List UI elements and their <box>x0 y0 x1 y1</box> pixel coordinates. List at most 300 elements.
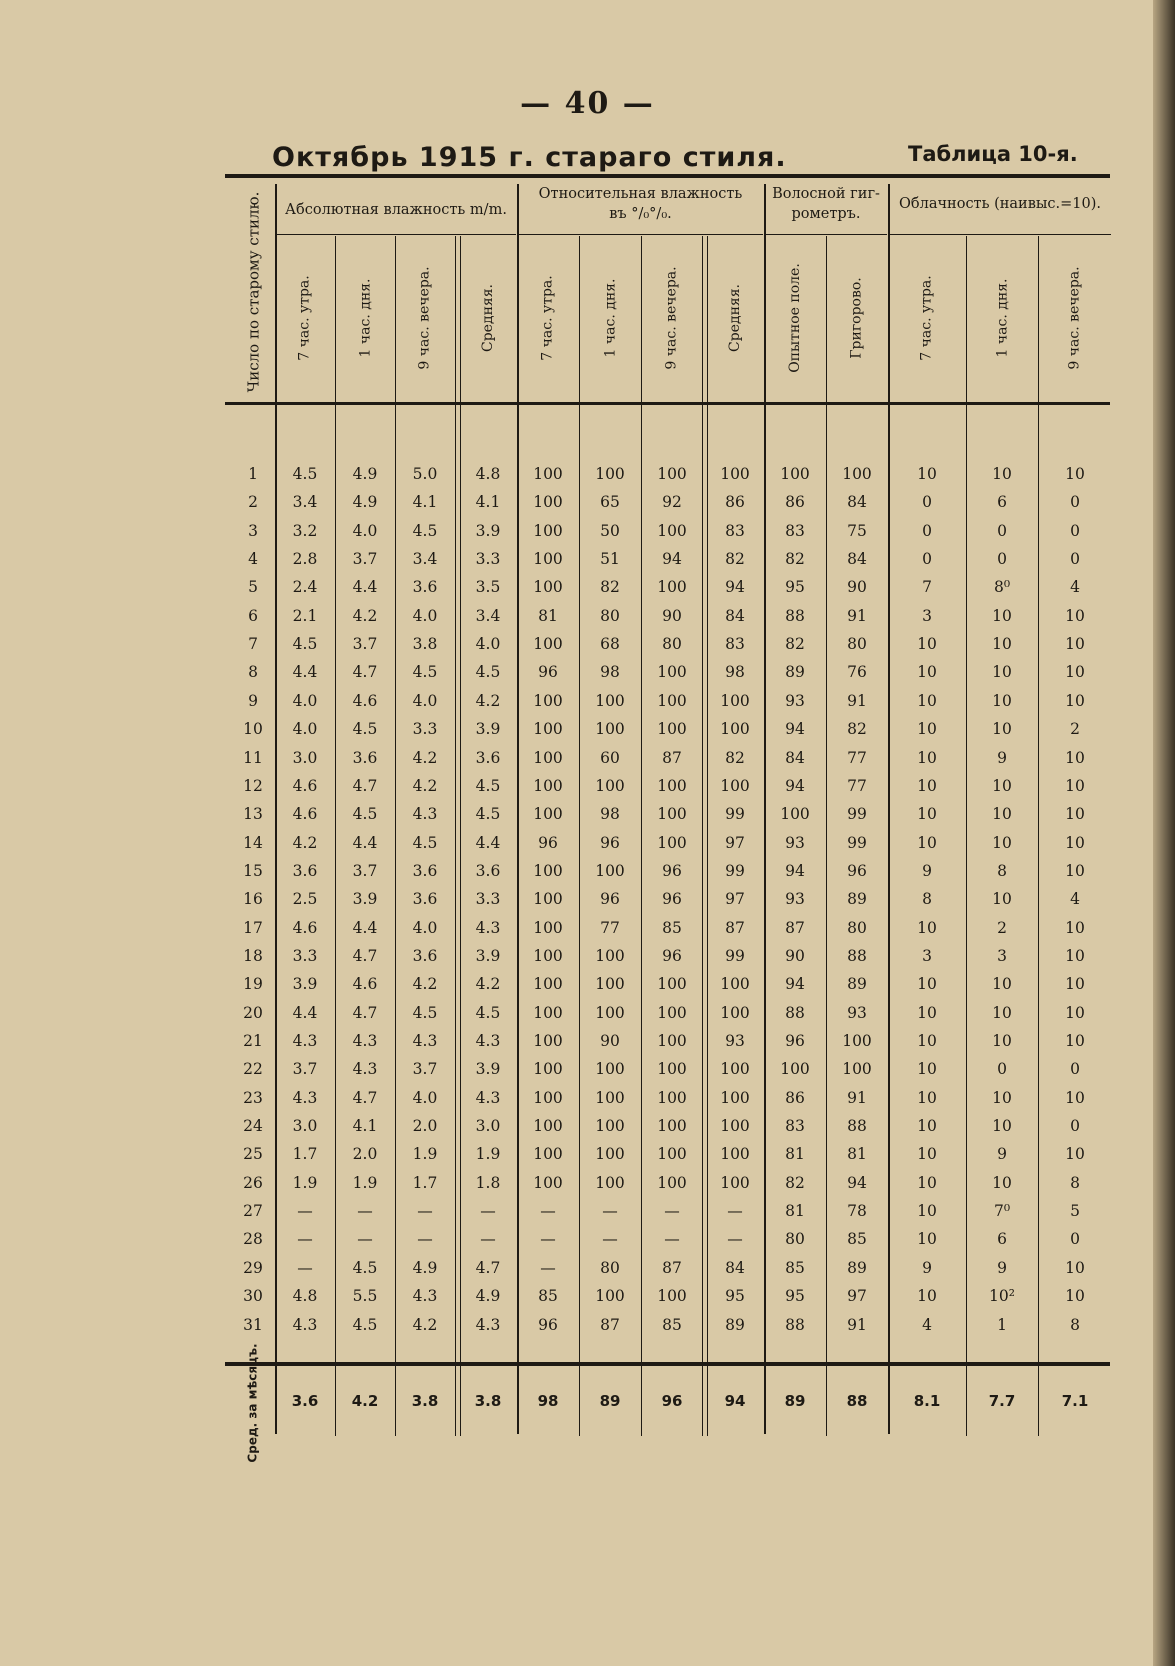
value-cell: 86 <box>785 1088 805 1107</box>
value-cell: 85 <box>662 1315 682 1334</box>
value-cell: 90 <box>662 606 682 625</box>
col-head-rel-9pm <box>642 236 702 400</box>
value-cell: 10 <box>1065 1145 1085 1164</box>
value-cell: 89 <box>847 975 867 994</box>
value-cell: 10 <box>917 691 937 710</box>
value-cell: — <box>540 1202 556 1221</box>
value-cell: 96 <box>847 861 867 880</box>
value-cell: 99 <box>725 805 745 824</box>
col-head-label: 1 час. дня. <box>602 278 618 358</box>
average-cell: 98 <box>537 1392 559 1410</box>
col-head-rel-1pm <box>580 236 640 400</box>
value-cell: 100 <box>533 578 563 597</box>
value-cell: 4 <box>1070 578 1080 597</box>
value-cell: 84 <box>847 493 867 512</box>
value-cell: 90 <box>847 578 867 597</box>
value-cell: 100 <box>533 1060 563 1079</box>
value-cell: 4.6 <box>292 918 318 937</box>
value-cell: 10 <box>917 1230 937 1249</box>
value-cell: 3.6 <box>475 861 501 880</box>
value-cell: 10 <box>917 663 937 682</box>
value-cell: 3.3 <box>412 720 438 739</box>
value-cell: 3.7 <box>352 635 378 654</box>
value-cell: 100 <box>657 805 687 824</box>
day-cell: 18 <box>243 946 263 965</box>
value-cell: 94 <box>785 975 805 994</box>
value-cell: 94 <box>662 550 682 569</box>
table-row <box>0 1254 1175 1282</box>
value-cell: 100 <box>533 861 563 880</box>
col-head-rel-mean <box>707 236 763 400</box>
average-cell: 3.8 <box>474 1392 502 1410</box>
value-cell: 5 <box>1070 1202 1080 1221</box>
value-cell: 4.0 <box>475 635 501 654</box>
table-row <box>0 970 1175 998</box>
col-head-label: 1 час. дня. <box>357 278 373 358</box>
value-cell: 100 <box>533 691 563 710</box>
value-cell: 100 <box>533 918 563 937</box>
value-cell: 4.3 <box>292 1315 318 1334</box>
value-cell: 4.7 <box>352 946 378 965</box>
value-cell: 100 <box>533 776 563 795</box>
value-cell: 4.8 <box>292 1287 318 1306</box>
value-cell: 4.5 <box>352 1258 378 1277</box>
average-cell: 8.1 <box>913 1392 941 1410</box>
value-cell: 95 <box>785 578 805 597</box>
value-cell: 10 <box>917 1117 937 1136</box>
table-row <box>0 1197 1175 1225</box>
value-cell: 100 <box>533 550 563 569</box>
value-cell: 10 <box>1065 1032 1085 1050</box>
value-cell: 4.2 <box>475 691 501 710</box>
value-cell: 89 <box>725 1315 745 1334</box>
value-cell: 86 <box>785 493 805 512</box>
value-cell: 100 <box>533 465 563 483</box>
value-cell: 100 <box>720 720 750 739</box>
value-cell: 4.4 <box>292 1003 318 1022</box>
value-cell: 99 <box>847 833 867 852</box>
table-row <box>0 630 1175 658</box>
value-cell: — <box>417 1202 433 1221</box>
value-cell: 4.9 <box>412 1258 438 1277</box>
day-cell: 28 <box>243 1230 263 1249</box>
value-cell: 3.9 <box>475 720 501 739</box>
value-cell: 4.5 <box>475 1003 501 1022</box>
value-cell: 10 <box>917 975 937 994</box>
value-cell: 3.7 <box>352 550 378 569</box>
col-head-abs-1pm <box>336 236 394 400</box>
value-cell: 4.3 <box>475 918 501 937</box>
value-cell: 10 <box>992 890 1012 909</box>
value-cell: 100 <box>657 1032 687 1050</box>
value-cell: 10 <box>992 975 1012 994</box>
value-cell: 0 <box>922 493 932 512</box>
value-cell: 100 <box>533 1003 563 1022</box>
value-cell: 4.3 <box>412 1032 438 1050</box>
value-cell: 82 <box>600 578 620 597</box>
value-cell: 88 <box>785 1315 805 1334</box>
value-cell: 5.0 <box>412 465 438 483</box>
value-cell: 0 <box>922 521 932 540</box>
value-cell: 7⁰ <box>993 1202 1011 1221</box>
col-head-label: Средняя. <box>727 283 743 353</box>
value-cell: 4.5 <box>352 720 378 739</box>
value-cell: 10 <box>992 635 1012 654</box>
value-cell: 9 <box>922 861 932 880</box>
value-cell: 4.5 <box>412 663 438 682</box>
value-cell: 87 <box>725 918 745 937</box>
value-cell: — <box>727 1202 743 1221</box>
value-cell: 100 <box>842 1032 872 1050</box>
table-row <box>0 1112 1175 1140</box>
value-cell: 100 <box>720 691 750 710</box>
value-cell: — <box>602 1202 618 1221</box>
value-cell: 4.5 <box>412 521 438 540</box>
value-cell: 4.5 <box>475 805 501 824</box>
value-cell: 2.5 <box>292 890 318 909</box>
day-cell: 17 <box>243 918 263 937</box>
day-cell: 16 <box>243 890 263 909</box>
value-cell: 4.3 <box>292 1032 318 1050</box>
col-head-abs-mean <box>460 236 516 400</box>
day-cell: 24 <box>243 1117 263 1136</box>
value-cell: 100 <box>720 465 750 483</box>
col-head-label: Число по старому стилю. <box>244 191 262 393</box>
value-cell: 93 <box>847 1003 867 1022</box>
value-cell: 89 <box>847 890 867 909</box>
value-cell: 100 <box>780 465 810 483</box>
col-head-rel-7am <box>518 236 578 400</box>
value-cell: 100 <box>657 1287 687 1306</box>
value-cell: 0 <box>1070 550 1080 569</box>
value-cell: 80 <box>662 635 682 654</box>
value-cell: 84 <box>725 1258 745 1277</box>
value-cell: 100 <box>533 975 563 994</box>
value-cell: 90 <box>600 1032 620 1050</box>
value-cell: 10 <box>917 1145 937 1164</box>
value-cell: 85 <box>538 1287 558 1306</box>
value-cell: 100 <box>595 691 625 710</box>
value-cell: 1.8 <box>475 1173 501 1192</box>
value-cell: 3.9 <box>475 1060 501 1079</box>
value-cell: 10 <box>1065 465 1085 483</box>
day-cell: 2 <box>248 493 258 512</box>
value-cell: 10 <box>992 720 1012 739</box>
value-cell: 10 <box>917 635 937 654</box>
value-cell: 10 <box>917 1287 937 1306</box>
value-cell: 4 <box>922 1315 932 1334</box>
value-cell: 3.3 <box>475 890 501 909</box>
day-cell: 6 <box>248 606 258 625</box>
table-row <box>0 1169 1175 1197</box>
value-cell: 87 <box>662 748 682 767</box>
day-cell: 1 <box>248 465 258 483</box>
group-underline <box>765 234 887 235</box>
value-cell: 10 <box>992 1003 1012 1022</box>
value-cell: 100 <box>533 1145 563 1164</box>
value-cell: 3.0 <box>292 748 318 767</box>
value-cell: 8 <box>997 861 1007 880</box>
value-cell: 3.7 <box>352 861 378 880</box>
value-cell: 3.5 <box>475 578 501 597</box>
value-cell: 3 <box>997 946 1007 965</box>
value-cell: 100 <box>595 946 625 965</box>
value-cell: 4.5 <box>292 635 318 654</box>
value-cell: 4.2 <box>412 1315 438 1334</box>
table-row <box>0 1140 1175 1168</box>
value-cell: 90 <box>785 946 805 965</box>
value-cell: 10 <box>1065 1088 1085 1107</box>
table-row <box>0 942 1175 970</box>
day-cell: 27 <box>243 1202 263 1221</box>
value-cell: 8 <box>922 890 932 909</box>
value-cell: 3.3 <box>475 550 501 569</box>
table-row <box>0 687 1175 715</box>
value-cell: 10 <box>917 720 937 739</box>
table-row <box>0 999 1175 1027</box>
value-cell: 94 <box>785 720 805 739</box>
value-cell: 4.1 <box>412 493 438 512</box>
value-cell: 10 <box>1065 946 1085 965</box>
value-cell: 4.4 <box>352 918 378 937</box>
value-cell: 4.6 <box>292 776 318 795</box>
page-number: — 40 — <box>520 86 655 121</box>
value-cell: 1.7 <box>292 1145 318 1164</box>
col-head-label: 1 час. дня. <box>994 278 1010 358</box>
value-cell: 100 <box>595 1117 625 1136</box>
value-cell: 100 <box>533 1117 563 1136</box>
value-cell: 100 <box>533 635 563 654</box>
value-cell: 3.6 <box>412 861 438 880</box>
value-cell: 82 <box>725 748 745 767</box>
value-cell: 50 <box>600 521 620 540</box>
value-cell: 6 <box>997 1230 1007 1249</box>
value-cell: — <box>480 1202 496 1221</box>
value-cell: 100 <box>657 720 687 739</box>
table-row <box>0 545 1175 573</box>
value-cell: 4.3 <box>475 1088 501 1107</box>
value-cell: 100 <box>657 1060 687 1079</box>
value-cell: — <box>297 1230 313 1249</box>
value-cell: 51 <box>600 550 620 569</box>
value-cell: 3.0 <box>292 1117 318 1136</box>
value-cell: 96 <box>662 861 682 880</box>
value-cell: 10 <box>992 663 1012 682</box>
average-cell: 96 <box>661 1392 683 1410</box>
value-cell: 10 <box>1065 833 1085 852</box>
average-cell: 89 <box>784 1392 806 1410</box>
value-cell: 10 <box>1065 1003 1085 1022</box>
value-cell: 4.2 <box>412 748 438 767</box>
bottom-rule <box>225 1362 1110 1366</box>
value-cell: 0 <box>1070 1117 1080 1136</box>
value-cell: 4.7 <box>352 663 378 682</box>
average-cell: 88 <box>846 1392 868 1410</box>
value-cell: 2.8 <box>292 550 318 569</box>
value-cell: 10 <box>917 465 937 483</box>
col-head-cloud-7am <box>889 236 965 400</box>
value-cell: 3 <box>922 606 932 625</box>
value-cell: 82 <box>785 635 805 654</box>
day-cell: 20 <box>243 1003 263 1022</box>
value-cell: 80 <box>847 918 867 937</box>
value-cell: 100 <box>657 663 687 682</box>
group-relative-label-2: въ °/₀°/₀. <box>609 206 672 222</box>
value-cell: 10 <box>917 833 937 852</box>
col-head-cloud-1pm <box>967 236 1037 400</box>
value-cell: 100 <box>720 1060 750 1079</box>
value-cell: 98 <box>600 805 620 824</box>
col-head-label: 7 час. утра. <box>540 275 557 361</box>
value-cell: 96 <box>538 663 558 682</box>
day-cell: 11 <box>243 748 263 767</box>
value-cell: 100 <box>657 1117 687 1136</box>
group-relative-label-1: Относительная влажность <box>538 186 743 202</box>
value-cell: 100 <box>657 1088 687 1107</box>
table-row <box>0 602 1175 630</box>
value-cell: 93 <box>785 833 805 852</box>
col-head-abs-7am <box>276 236 334 400</box>
day-cell: 30 <box>243 1287 263 1306</box>
value-cell: 3.6 <box>352 748 378 767</box>
value-cell: 1.9 <box>475 1145 501 1164</box>
value-cell: 10 <box>992 833 1012 852</box>
value-cell: 99 <box>725 861 745 880</box>
value-cell: 100 <box>657 776 687 795</box>
value-cell: 100 <box>533 1088 563 1107</box>
col-head-label: 9 час. вечера. <box>1067 266 1084 370</box>
value-cell: 96 <box>600 890 620 909</box>
value-cell: 4.8 <box>475 465 501 483</box>
value-cell: 3 <box>922 946 932 965</box>
value-cell: 10 <box>1065 805 1085 824</box>
day-cell: 5 <box>248 578 258 597</box>
value-cell: 4.0 <box>292 691 318 710</box>
value-cell: 100 <box>533 521 563 540</box>
value-cell: 4.2 <box>412 776 438 795</box>
value-cell: 84 <box>847 550 867 569</box>
value-cell: 81 <box>785 1202 805 1221</box>
value-cell: 86 <box>725 493 745 512</box>
value-cell: 96 <box>538 1315 558 1334</box>
average-label-text: Сред. за мѣсяцъ. <box>246 1343 261 1463</box>
table-row <box>0 772 1175 800</box>
value-cell: — <box>297 1258 313 1277</box>
group-hygrometer <box>765 184 887 224</box>
day-cell: 23 <box>243 1088 263 1107</box>
value-cell: 85 <box>847 1230 867 1249</box>
value-cell: 10 <box>917 776 937 795</box>
value-cell: 4.3 <box>352 1032 378 1050</box>
value-cell: 4.0 <box>352 521 378 540</box>
value-cell: 3.7 <box>412 1060 438 1079</box>
value-cell: 100 <box>595 1173 625 1192</box>
table-row <box>0 488 1175 516</box>
value-cell: 8⁰ <box>993 578 1011 597</box>
group-cloudiness <box>889 184 1111 214</box>
value-cell: 10 <box>992 776 1012 795</box>
table-row <box>0 829 1175 857</box>
group-underline <box>518 234 763 235</box>
value-cell: 4.0 <box>412 691 438 710</box>
col-head-label: Опытное поле. <box>787 263 803 373</box>
value-cell: 3.6 <box>292 861 318 880</box>
value-cell: 84 <box>725 606 745 625</box>
table-row <box>0 1084 1175 1112</box>
table-row <box>0 517 1175 545</box>
value-cell: 100 <box>595 975 625 994</box>
day-cell: 12 <box>243 776 263 795</box>
value-cell: 0 <box>1070 1060 1080 1079</box>
value-cell: 10 <box>992 805 1012 824</box>
table-row <box>0 885 1175 913</box>
value-cell: 4.5 <box>475 776 501 795</box>
value-cell: 10² <box>989 1287 1015 1306</box>
value-cell: 4.1 <box>352 1117 378 1136</box>
col-head-hygro-field <box>765 236 825 400</box>
value-cell: 100 <box>657 1173 687 1192</box>
value-cell: 10 <box>1065 1258 1085 1277</box>
value-cell: 91 <box>847 606 867 625</box>
value-cell: 4.4 <box>292 663 318 682</box>
value-cell: 80 <box>600 606 620 625</box>
value-cell: 10 <box>917 918 937 937</box>
value-cell: 100 <box>595 465 625 483</box>
value-cell: 4.9 <box>352 493 378 512</box>
value-cell: 75 <box>847 521 867 540</box>
value-cell: 78 <box>847 1202 867 1221</box>
value-cell: 83 <box>725 521 745 540</box>
value-cell: — <box>357 1230 373 1249</box>
value-cell: 83 <box>785 1117 805 1136</box>
table-row <box>0 460 1175 488</box>
day-cell: 21 <box>243 1032 263 1050</box>
value-cell: 10 <box>1065 1287 1085 1306</box>
group-hygrometer-label-1: Волосной гиг- <box>772 186 880 202</box>
value-cell: 10 <box>992 691 1012 710</box>
value-cell: 100 <box>595 1287 625 1306</box>
group-absolute-label: Абсолютная влажность m/m. <box>285 202 507 218</box>
value-cell: 100 <box>533 748 563 767</box>
col-head-label: 9 час. вечера. <box>664 266 681 370</box>
value-cell: 8 <box>1070 1315 1080 1334</box>
value-cell: — <box>480 1230 496 1249</box>
value-cell: 100 <box>595 776 625 795</box>
value-cell: 4.4 <box>352 833 378 852</box>
value-cell: 100 <box>842 1060 872 1079</box>
value-cell: 4.2 <box>412 975 438 994</box>
value-cell: 100 <box>657 1003 687 1022</box>
value-cell: 100 <box>657 691 687 710</box>
table-row <box>0 1027 1175 1055</box>
value-cell: 100 <box>780 805 810 824</box>
value-cell: 100 <box>720 1145 750 1164</box>
value-cell: 0 <box>997 1060 1007 1079</box>
value-cell: 0 <box>997 521 1007 540</box>
value-cell: 10 <box>992 1088 1012 1107</box>
average-cell: 4.2 <box>351 1392 379 1410</box>
value-cell: 98 <box>600 663 620 682</box>
value-cell: 4.9 <box>475 1287 501 1306</box>
value-cell: 100 <box>595 861 625 880</box>
value-cell: 3.4 <box>475 606 501 625</box>
value-cell: 1.7 <box>412 1173 438 1192</box>
value-cell: 84 <box>785 748 805 767</box>
value-cell: 4.0 <box>412 606 438 625</box>
value-cell: 77 <box>600 918 620 937</box>
value-cell: 4.7 <box>352 1003 378 1022</box>
value-cell: 10 <box>1065 748 1085 767</box>
